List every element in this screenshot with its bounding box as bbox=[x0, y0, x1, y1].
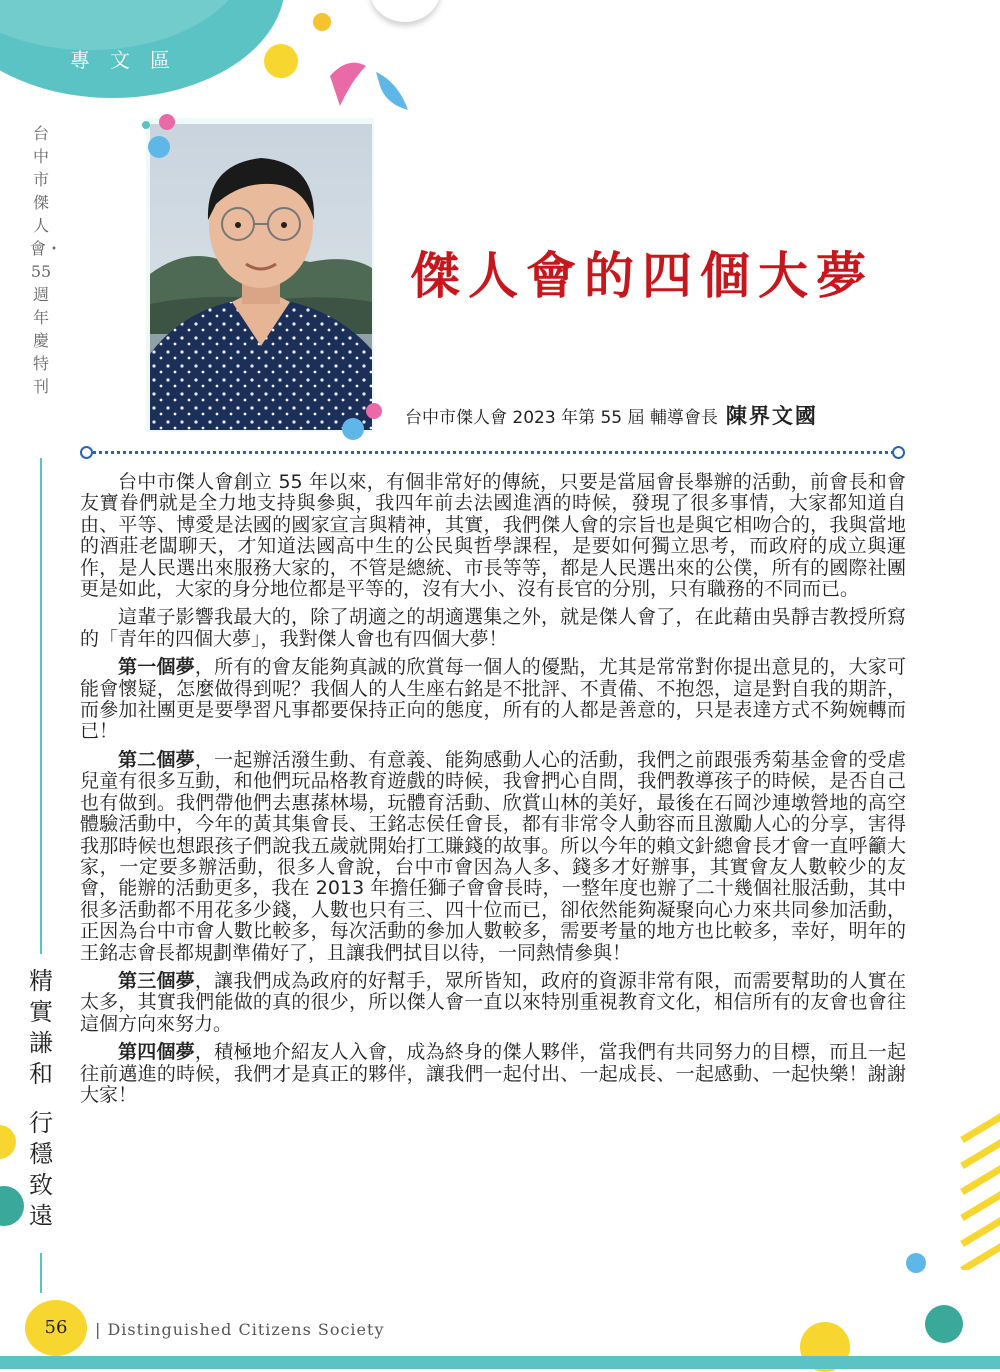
author-position: 台中市傑人會 2023 年第 55 屆 輔導會長 bbox=[405, 408, 718, 428]
dream-lead: 第二個夢 bbox=[118, 748, 195, 771]
sidebar-line bbox=[40, 1253, 42, 1293]
publication-name: 台中市傑人會・55週年慶特刊 bbox=[30, 124, 63, 396]
decorative-dot bbox=[906, 1253, 926, 1273]
article-body bbox=[80, 472, 906, 1113]
motto bbox=[22, 966, 60, 1232]
paragraph-dream-2: 第二個夢，一起辦活潑生動、有意義、能夠感動人心的活動，我們之前跟張秀菊基金會的受虐兒童有很多互動，和他們玩品格教育遊戲的時候，我會捫心自問，我們教導孩子的時候，是否自己也有做到。我們帶他們去惠蓀林場，玩體育活動、欣賞山林的美好，最後在石岡沙連墩營地的高空體驗活動中，今年的黃其集會長、王銘志侯任會長，都有非常令人動容而且激勵人心的分享，害得我那時候也想跟孩子們說我五歲就開始打工賺錢的故事。所以今年的賴文針總會長才會一直呼籲大家，一定要多辦活動，很多人會說，台中市會因為人多、錢多才好辦事，其實會友人數較少的友會，能辦的活動更多，我在 2013 年擔任獅子會會長時，一整年度也辦了二十幾個社服活動，其中很多活動都不用花多少錢，人數也只有三、四十位而已，卻依然能夠凝聚向心力來共同參加活動，正因為台中市會人數比較多，每次活動的參加人數較多，需要考量的地方也比較多，幸好，明年的王銘志會長都規劃準備好了，且讓我們拭目以待，一同熱情參與！ bbox=[80, 748, 906, 964]
dream-lead: 第四個夢 bbox=[118, 1041, 195, 1064]
author-photo bbox=[150, 124, 372, 430]
byline bbox=[405, 400, 818, 430]
decorative-dot bbox=[313, 13, 331, 31]
dream-lead: 第三個夢 bbox=[118, 969, 195, 992]
decorative-dot bbox=[0, 1186, 24, 1226]
article-title: 傑人會的四個大夢 bbox=[410, 246, 874, 305]
author-name: 陳界文國 bbox=[725, 403, 818, 428]
decorative-stripes bbox=[952, 1110, 1000, 1270]
divider-end-ring bbox=[892, 446, 905, 459]
paragraph: 台中市傑人會創立 55 年以來，有個非常好的傳統，只要是當屆會長舉辦的活動，前會長和會友寶眷們就是全力地支持與參與，我四年前去法國進酒的時候，發現了很多事情，大家都知道自由、平等、博愛是法國的國家宣言與精神，其實，我們傑人會的宗旨也是與它相吻合的，我與當地的酒莊老闆聊天，才知道法國高中生的公民與哲學課程，是要如何獨立思考，而政府的成立與運作，是人民選出來服務大家的，不管是總統、市長等等，都是人民選出來的公僕，所有的國際社團更是如此，大家的身分地位都是平等的，沒有大小、沒有長官的分別，只有職務的不同而已。 bbox=[80, 471, 906, 601]
dream-lead: 第一個夢 bbox=[118, 656, 195, 679]
divider-end-ring bbox=[80, 446, 93, 459]
sidebar-line bbox=[40, 458, 42, 954]
decorative-dot bbox=[342, 418, 364, 440]
paragraph: 這輩子影響我最大的，除了胡適之的胡適選集之外，就是傑人會了，在此藉由吳靜吉教授所寫的「青年的四個大夢」，我對傑人會也有四個大夢！ bbox=[80, 606, 906, 650]
motto-line-2: 行穩致遠 bbox=[29, 1109, 53, 1230]
dotted-divider bbox=[86, 451, 900, 454]
decorative-petals bbox=[300, 36, 420, 116]
decorative-dot bbox=[142, 121, 150, 129]
decorative-dot bbox=[264, 44, 298, 78]
footer-bar bbox=[0, 1356, 1000, 1369]
paragraph-dream-3: 第三個夢，讓我們成為政府的好幫手，眾所皆知，政府的資源非常有限，而需要幫助的人實在太多，其實我們能做的真的很少，所以傑人會一直以來特別重視教育文化，相信所有的友會也會往這個方向來努力。 bbox=[80, 969, 906, 1035]
decorative-dot bbox=[925, 1305, 963, 1343]
decorative-dot bbox=[0, 1125, 16, 1159]
paragraph-dream-4: 第四個夢，積極地介紹友人入會，成為終身的傑人夥伴，當我們有共同努力的目標，而且一起往前邁進的時候，我們才是真正的夥伴，讓我們一起付出、一起成長、一起感動、一起快樂！謝謝大家！ bbox=[80, 1041, 906, 1106]
page-number: 56 bbox=[25, 1300, 87, 1356]
decorative-dot bbox=[366, 403, 382, 419]
journal-name: | Distinguished Citizens Society bbox=[95, 1320, 385, 1339]
section-label: 專文區 bbox=[70, 48, 190, 72]
decorative-circle bbox=[370, 0, 440, 22]
paragraph-dream-1: 第一個夢，所有的會友能夠真誠的欣賞每一個人的優點，尤其是常常對你提出意見的，大家可能會懷疑，怎麼做得到呢？我個人的人生座右銘是不批評、不責備、不抱怨，這是對自我的期許，而參加社團更是要學習凡事都要保持正向的態度，所有的人都是善意的，只是表達方式不夠婉轉而已！ bbox=[80, 656, 906, 743]
decorative-dot bbox=[148, 136, 170, 158]
decorative-dot bbox=[159, 114, 175, 130]
motto-line-1: 精實謙和 bbox=[29, 967, 53, 1088]
